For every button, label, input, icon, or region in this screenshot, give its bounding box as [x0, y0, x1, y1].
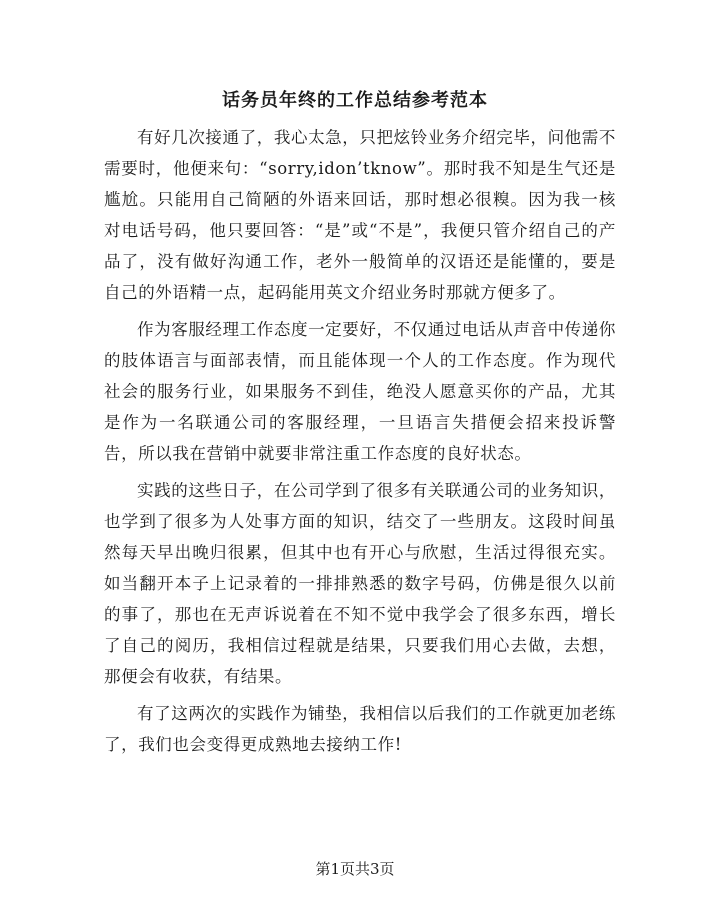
document-body: [104, 122, 616, 766]
page-number-footer: 第1页共3页: [315, 860, 395, 878]
paragraph-4: 有了这两次的实践作为铺垫，我相信以后我们的工作就更加老练了，我们也会变得更成熟地去接纳工作!: [104, 704, 616, 754]
paragraph-2: 作为客服经理工作态度一定要好，不仅通过电话从声音中传递你的肢体语言与面部表情，而且能体现一个人的工作态度。作为现代社会的服务行业，如果服务不到佳，绝没人愿意买你的产品，尤其是作为一名联通公司的客服经理，一旦语言失措便会招来投诉警告，所以我在营销中就要非常注重工作态度的良好状态。: [104, 320, 616, 463]
paragraph-3: 实践的这些日子，在公司学到了很多有关联通公司的业务知识，也学到了很多为人处事方面的知识，结交了一些朋友。这段时间虽然每天早出晚归很累，但其中也有开心与欣慰，生活过得很充实。如当翻开本子上记录着的一排排熟悉的数字号码，仿佛是很久以前的事了，那也在无声诉说着在不知不觉中我学会了很多东西，增长了自己的阅历，我相信过程就是结果，只要我们用心去做，去想，那便会有收获，有结果。: [104, 481, 616, 686]
paragraph-1: 有好几次接通了，我心太急，只把炫铃业务介绍完毕，问他需不需要时，他便来句：“sorry,idon’tknow”。那时我不知是生气还是尴尬。只能用自己简陋的外语来回话，那时想必很糗。因为我一核对电话号码，他只要回答：“是”或“不是”，我便只管介绍自己的产品了，没有做好沟通工作，老外一般简单的汉语还是能懂的，要是自己的外语精一点，起码能用英文介绍业务时那就方便多了。: [104, 128, 616, 302]
document-title: 话务员年终的工作总结参考范本: [222, 90, 488, 111]
